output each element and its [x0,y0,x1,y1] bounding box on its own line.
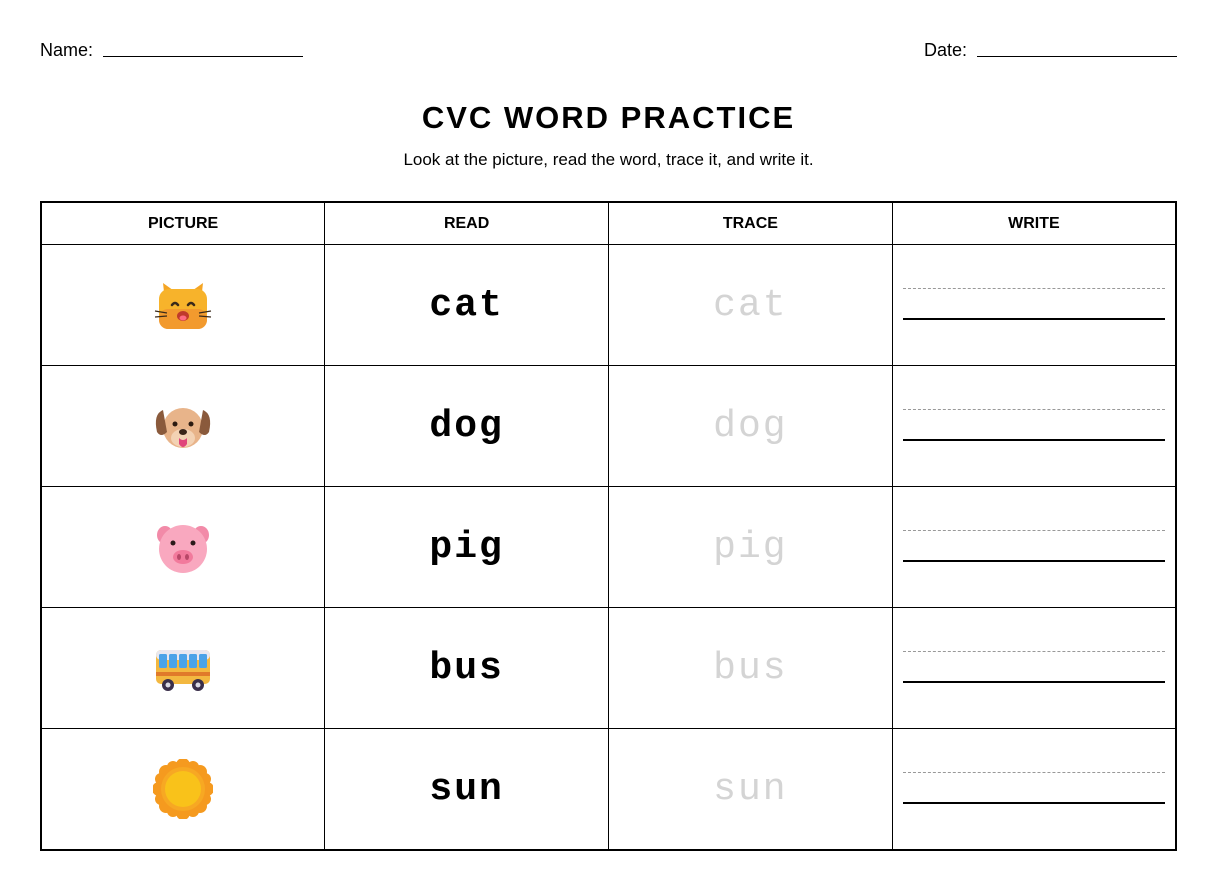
table-row [41,729,1176,851]
instructions: Look at the picture, read the word, trace it, and write it. [403,150,814,169]
header-row [40,38,1177,62]
write-cell[interactable] [892,487,1176,608]
write-cell[interactable] [892,729,1176,851]
table-row [41,608,1176,729]
trace-word: dog [713,404,788,448]
read-cell [325,729,609,851]
name-label: Name: [40,40,94,60]
read-word: pig [429,525,504,569]
bus-icon [153,638,213,698]
pig-face-icon [153,517,213,577]
trace-word: sun [713,767,788,811]
write-cell[interactable] [892,366,1176,487]
read-word: bus [429,646,504,690]
dog-face-icon [153,396,213,456]
table-row [41,366,1176,487]
read-cell [325,366,609,487]
write-cell[interactable] [892,608,1176,729]
trace-cell [609,729,893,851]
column-header-write: WRITE [892,202,1176,245]
trace-cell [609,366,893,487]
column-header-picture: PICTURE [41,202,325,245]
picture-cell [41,245,325,366]
date-field [924,38,1177,62]
read-word: dog [429,404,504,448]
write-lines[interactable] [903,764,1165,814]
cat-face-icon [153,275,213,335]
read-cell [325,487,609,608]
column-header-trace: TRACE [609,202,893,245]
write-lines[interactable] [903,643,1165,693]
name-line[interactable] [103,55,303,57]
name-field [40,38,303,62]
trace-cell [609,487,893,608]
write-lines[interactable] [903,280,1165,330]
trace-cell [609,608,893,729]
read-cell [325,245,609,366]
read-word: sun [429,767,504,811]
page-title: CVC WORD PRACTICE [421,100,796,135]
trace-word: bus [713,646,788,690]
read-word: cat [429,283,504,327]
picture-cell [41,608,325,729]
practice-table [40,201,1177,851]
trace-word: pig [713,525,788,569]
trace-word: cat [713,283,788,327]
picture-cell [41,366,325,487]
read-cell [325,608,609,729]
column-header-read: READ [325,202,609,245]
trace-cell [609,245,893,366]
date-line[interactable] [977,55,1177,57]
date-label: Date: [923,40,967,60]
write-cell[interactable] [892,245,1176,366]
table-row [41,487,1176,608]
picture-cell [41,487,325,608]
sun-icon [153,759,213,819]
write-lines[interactable] [903,522,1165,572]
picture-cell [41,729,325,851]
table-row [41,245,1176,366]
header-row-table [41,202,1176,245]
write-lines[interactable] [903,401,1165,451]
